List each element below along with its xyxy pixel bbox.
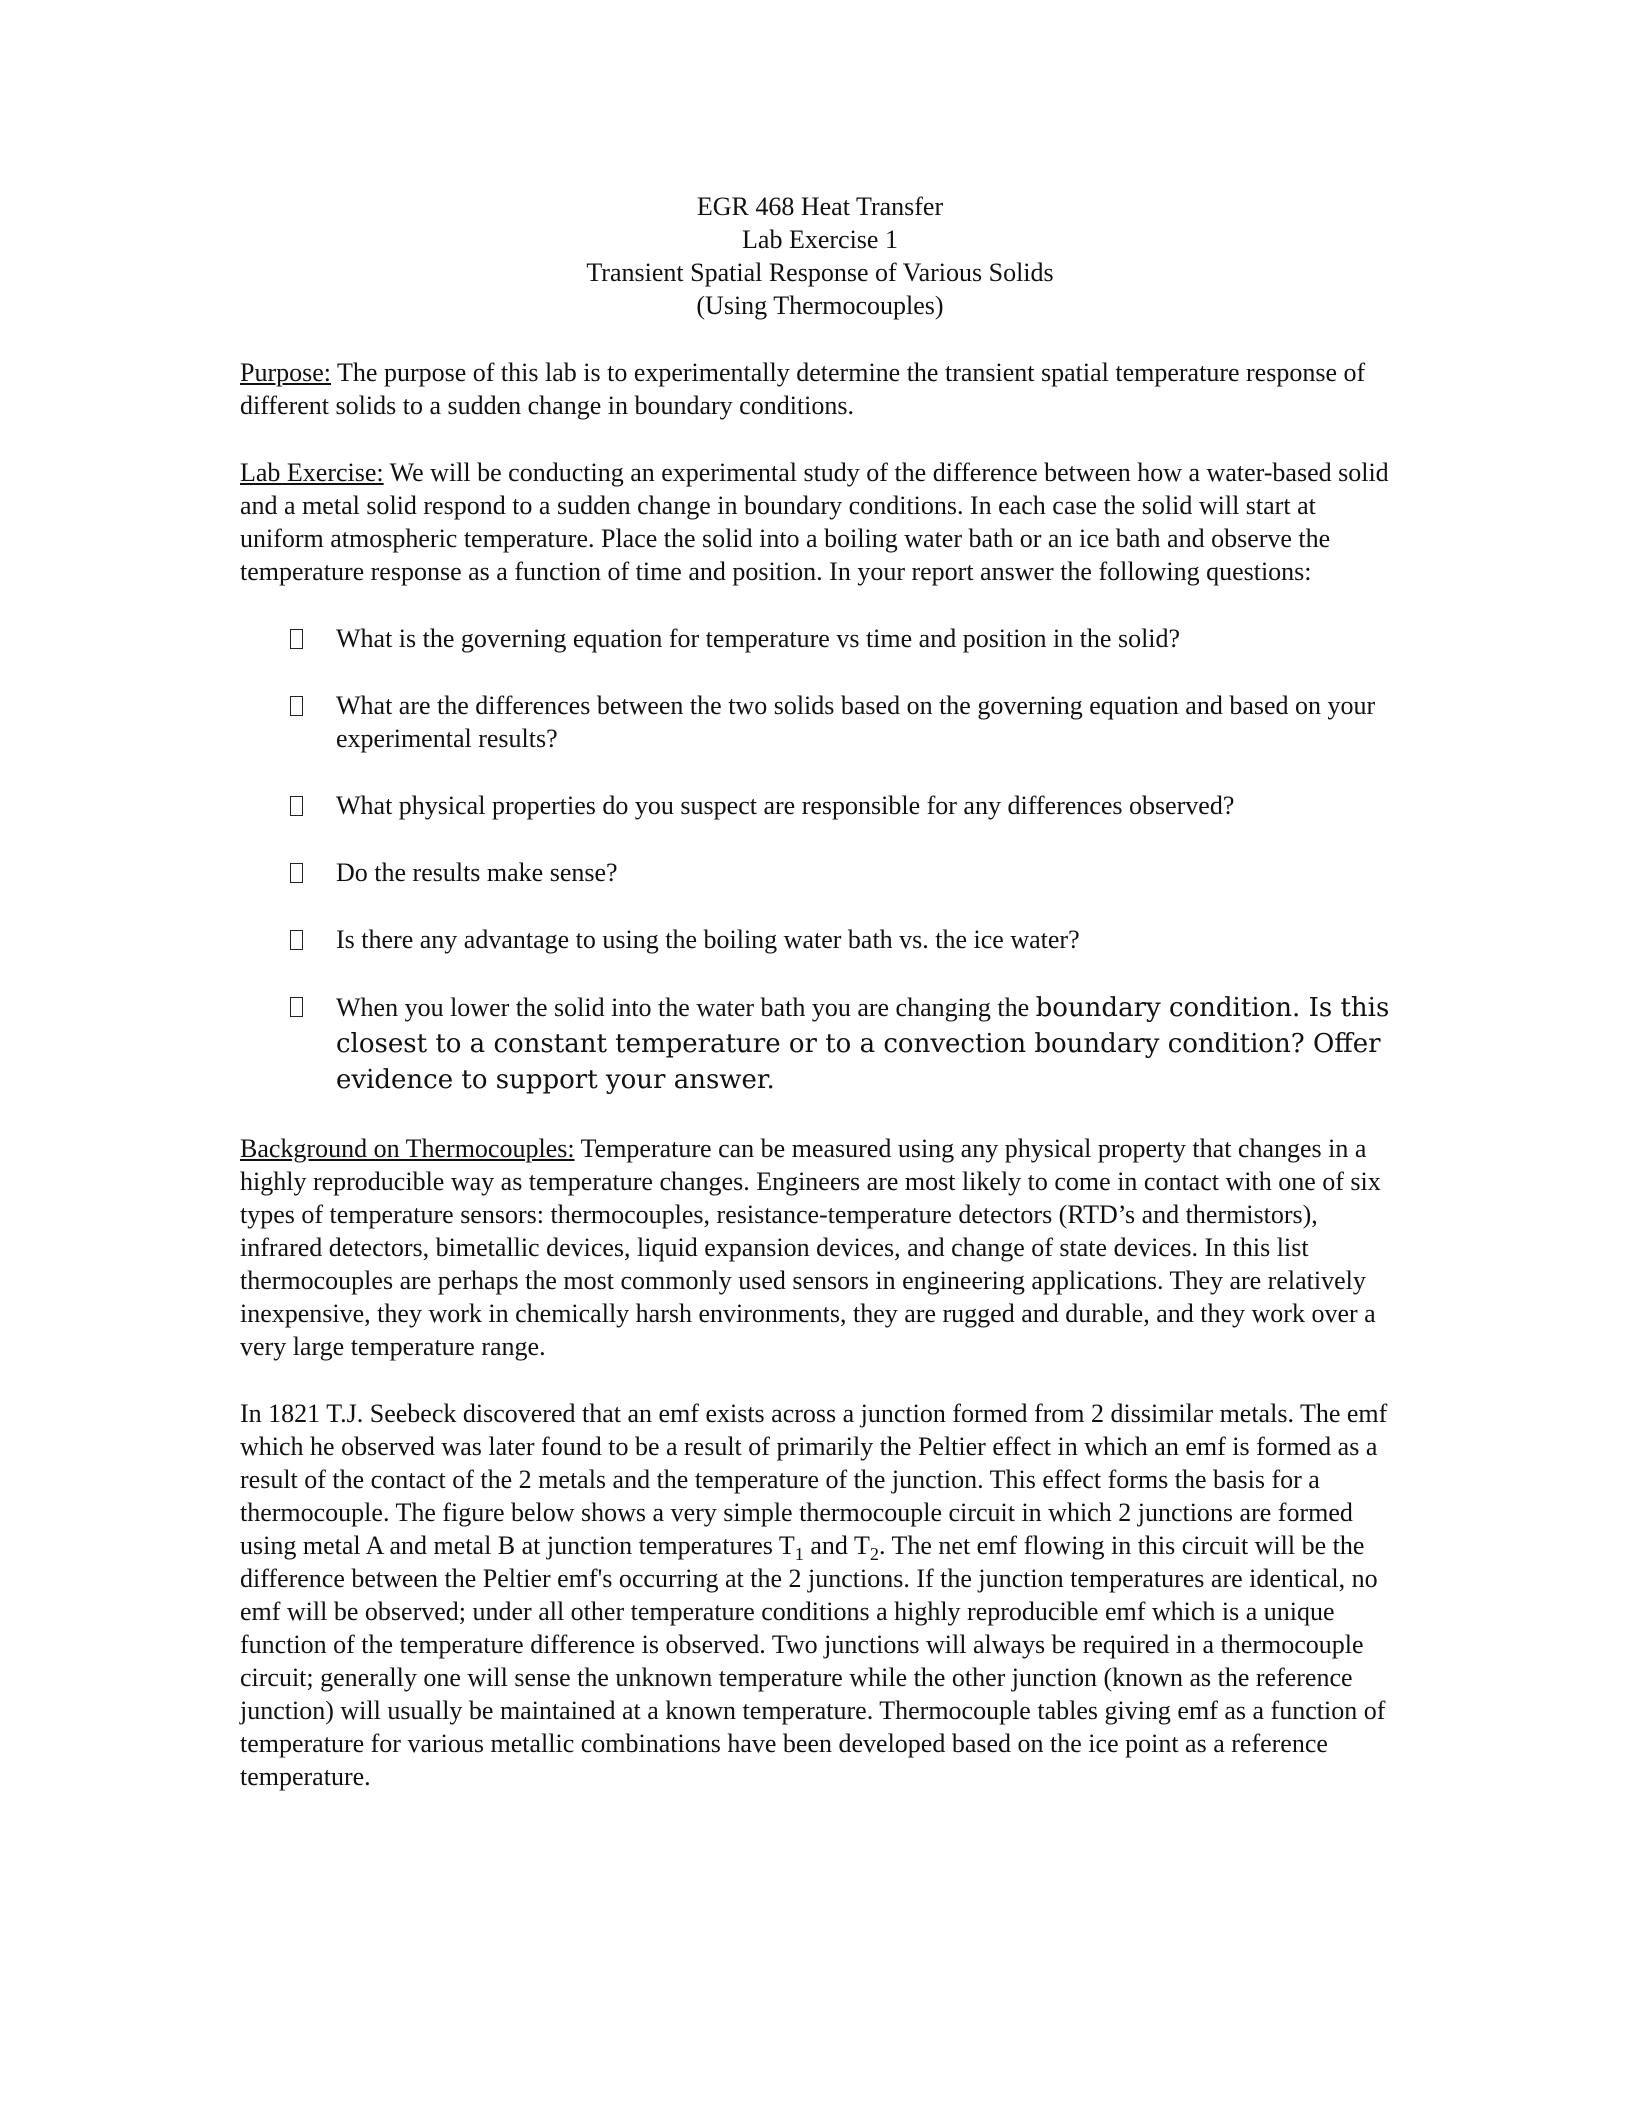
document-page	[240, 190, 1400, 1793]
t2-symbol: T	[853, 1531, 870, 1560]
list-item	[240, 990, 1400, 1098]
lab-title: Transient Spatial Response of Various Solids	[586, 258, 1054, 287]
question-text: What are the differences between the two solids based on the governing equation and based on your experimental results?	[336, 691, 1376, 753]
bullet-box-icon	[290, 629, 303, 649]
list-item	[240, 789, 1400, 822]
purpose-label: Purpose:	[240, 358, 331, 387]
bullet-box-icon	[290, 930, 303, 950]
purpose-text: The purpose of this lab is to experimentally determine the transient spatial temperature response of different solids to a sudden change in boundary conditions.	[240, 358, 1366, 420]
seebeck-text-b: . The net emf flowing in this circuit will be the difference between the Peltier emf's occurring at the 2 junctions. If the junction temperatures are identical, no emf will be observed; under all other temperature conditions a highly reproducible emf which is a unique function of the temperature difference is observed. Two junctions will always be required in a thermocouple circuit; generally one will sense the unknown temperature while the other junction (known as the reference junction) will usually be maintained at a known temperature. Thermocouple tables giving emf as a function of temperature for various metallic combinations have been developed based on the ice point as a reference temperature.	[240, 1531, 1386, 1791]
lab-exercise-text: We will be conducting an experimental study of the difference between how a water-based solid and a metal solid respond to a sudden change in boundary conditions. In each case the solid will start at uniform atmospheric temperature. Place the solid into a boiling water bath or an ice bath and observe the temperature response as a function of time and position. In your report answer the following questions:	[240, 458, 1389, 586]
background-paragraph	[240, 1132, 1400, 1363]
question-text: What is the governing equation for temperature vs time and position in the solid?	[336, 624, 1181, 653]
list-item	[240, 923, 1400, 956]
bullet-box-icon	[290, 696, 303, 716]
background-text: Temperature can be measured using any physical property that changes in a highly reproducible way as temperature changes. Engineers are most likely to come in contact with one of six types of temperature sensors: thermocouples, resistance-temperature detectors (RTD’s and thermistors), infrared detectors, bimetallic devices, liquid expansion devices, and change of state devices. In this list thermocouples are perhaps the most commonly used sensors in engineering applications. They are relatively inexpensive, they work in chemically harsh environments, they are rugged and durable, and they work over a very large temperature range.	[240, 1134, 1381, 1361]
course-title: EGR 468 Heat Transfer	[696, 192, 944, 221]
question-text-part1: When you lower the solid into the water bath you are changing the	[336, 993, 1036, 1022]
t2-subscript: 2	[869, 1544, 879, 1564]
list-item	[240, 689, 1400, 755]
bullet-box-icon	[290, 796, 303, 816]
lab-subtitle: (Using Thermocouples)	[696, 291, 944, 320]
lab-exercise-label: Lab Exercise:	[240, 458, 384, 487]
list-item	[240, 856, 1400, 889]
seebeck-paragraph	[240, 1397, 1400, 1793]
question-text-part2: boundary condition. Is this closest to a constant temperature or to a convection boundary condition? Offer evidence to support your answer.	[336, 993, 1390, 1095]
lab-number: Lab Exercise 1	[742, 225, 898, 254]
t1-subscript: 1	[794, 1544, 804, 1564]
lab-exercise-paragraph	[240, 456, 1400, 588]
purpose-paragraph	[240, 356, 1400, 422]
question-text: Do the results make sense?	[336, 858, 618, 887]
question-text: What physical properties do you suspect are responsible for any differences observed?	[336, 791, 1235, 820]
question-text: Is there any advantage to using the boiling water bath vs. the ice water?	[336, 925, 1080, 954]
title-block	[240, 190, 1400, 322]
and-word: and	[803, 1531, 854, 1560]
question-list	[240, 622, 1400, 1098]
seebeck-text-a: In 1821 T.J. Seebeck discovered that an emf exists across a junction formed from 2 dissimilar metals. The emf which he observed was later found to be a result of primarily the Peltier effect in which an emf is formed as a result of the contact of the 2 metals and the temperature of the junction. This effect forms the basis for a thermocouple. The figure below shows a very simple thermocouple circuit in which 2 junctions are formed using metal A and metal B at junction temperatures	[240, 1399, 1388, 1560]
t1-symbol: T	[778, 1531, 795, 1560]
bullet-box-icon	[290, 997, 303, 1017]
list-item	[240, 622, 1400, 655]
bullet-box-icon	[290, 863, 303, 883]
background-label: Background on Thermocouples:	[240, 1134, 575, 1163]
